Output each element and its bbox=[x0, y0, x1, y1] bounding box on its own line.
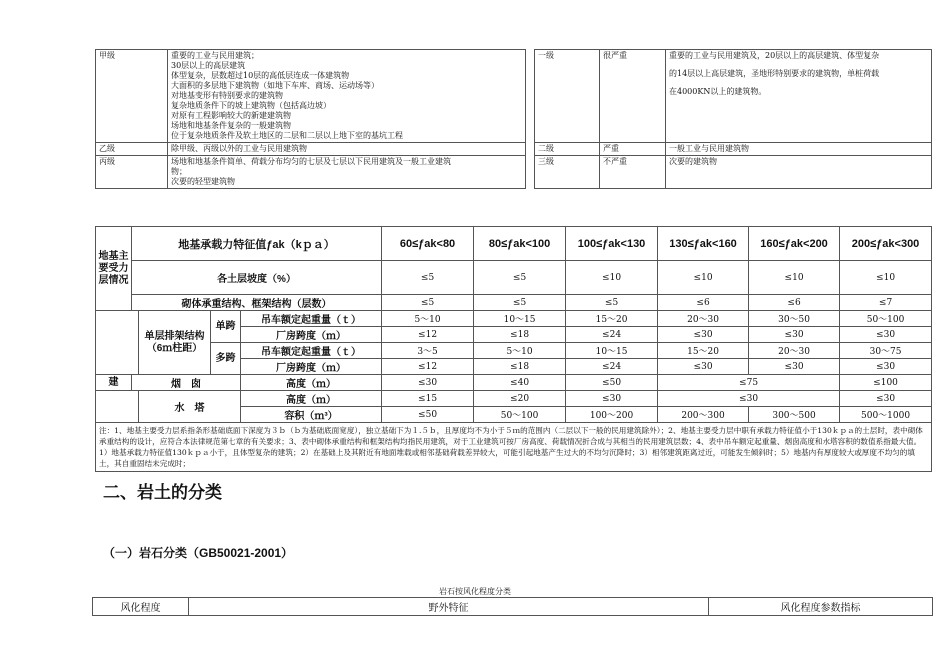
side-label: 地基主要受力层情况 bbox=[96, 227, 132, 311]
blank-cell bbox=[96, 391, 139, 423]
grade-cell: 甲级 bbox=[96, 50, 168, 143]
table-row bbox=[96, 311, 932, 327]
tower-volume-value: 50～100 bbox=[474, 407, 566, 423]
slope-value: ≤5 bbox=[474, 261, 566, 295]
table-row bbox=[96, 261, 932, 295]
chimney-value: ≤75 bbox=[658, 375, 840, 391]
table-row bbox=[96, 50, 932, 143]
double-span-label: 多跨 bbox=[211, 343, 241, 375]
height-label: 高度（ｍ） bbox=[241, 391, 382, 407]
masonry-value: ≤5 bbox=[474, 295, 566, 311]
weathering-table bbox=[92, 597, 933, 616]
masonry-value: ≤5 bbox=[382, 295, 474, 311]
height-label: 高度（ｍ） bbox=[241, 375, 382, 391]
span-width-value: ≤24 bbox=[566, 359, 658, 375]
single-span-label: 单跨 bbox=[211, 311, 241, 343]
masonry-label: 砌体承重结构、框架结构（层数） bbox=[132, 295, 382, 311]
span-width-value: ≤30 bbox=[658, 327, 749, 343]
table-note: 注：1、地基主要受力层系指条形基础底面下深度为３ｂ（ｂ为基础底面宽度），独立基础下为１.５ｂ，且厚度均不为小于５ｍ的范围内（二层以下一般的民用建筑除外）；2、地基主要受力层中职有承载力特征值小于130ｋｐａ的土层时，表中砌体承重结构的设计，应符合本法律规范第七章的有关要求；3、表中砌体承重结构和框架结构均指民用建筑，对于工业建筑可按厂房高度、荷载情况折合成与其相当的民用建筑层数；4、表中吊车额定起重量、烟囱高度和水塔容积的数值系指最大值。1）地基承载力特征值130ｋｐａ小于，且体型复杂的建筑；2）在基础上及其附近有地面堆载或相邻基础荷载差异较大，可能引起地基产生过大的不均匀沉降时；3）相邻建筑距离过近，可能发生倾斜时；5）地基内有厚度较大或厚度不均匀的填土，其自重固结未完成时； bbox=[96, 423, 932, 472]
slope-value: ≤10 bbox=[566, 261, 658, 295]
span-width-value: ≤30 bbox=[840, 359, 932, 375]
grade-description: 场地和地基条件简单、荷载分布均匀的七层及七层以下民用建筑及一般工业建筑 物； 次要的轻型建筑物 bbox=[168, 156, 526, 189]
tower-height-value: ≤20 bbox=[474, 391, 566, 407]
tower-height-value: ≤15 bbox=[382, 391, 474, 407]
crane-label: 吊车额定起重量（ｔ） bbox=[241, 343, 382, 359]
crane-value: 5～10 bbox=[474, 343, 566, 359]
foundation-condition-table bbox=[95, 226, 932, 472]
tower-volume-value: 500～1000 bbox=[840, 407, 932, 423]
span-width-label: 厂房跨度（ｍ） bbox=[241, 359, 382, 375]
slope-value: ≤10 bbox=[658, 261, 749, 295]
severity-cell: 严重 bbox=[600, 143, 666, 156]
sub-heading: （一）岩石分类（GB50021-2001） bbox=[103, 546, 294, 560]
table-row bbox=[96, 375, 932, 391]
masonry-value: ≤5 bbox=[566, 295, 658, 311]
column-gap bbox=[526, 50, 535, 143]
slope-value: ≤10 bbox=[749, 261, 840, 295]
grade-description: 重要的工业与民用建筑； 30层以上的高层建筑 体型复杂，层数超过10层的高低层连成一体建筑物 大面积的多层地下建筑物（如地下车库、商场、运动场等） 对地基变形有特别要求的建筑物 复杂地质条件下的坡上建筑物（包括高边坡） 对原有工程影响较大的新建建筑物 场地和地基条件复杂的一般建筑物 位于复杂地质条件及软土地区的二层和二层以上地下室的基坑工程 bbox=[168, 50, 526, 143]
severity-cell: 不严重 bbox=[600, 156, 666, 189]
grade-cell: 乙级 bbox=[96, 143, 168, 156]
level-description: 重要的工业与民用建筑及，20层以上的高层建筑、体型复杂 的14层以上高层建筑，圣地形特别要求的建筑物，单桩荷载 在4000KN以上的建筑物。 bbox=[666, 50, 932, 143]
table-row bbox=[96, 343, 932, 359]
span-width-value: ≤30 bbox=[658, 359, 749, 375]
bearing-range: 200≤ƒak<300 bbox=[840, 227, 932, 261]
chimney-value: ≤100 bbox=[840, 375, 932, 391]
bearing-range: 160≤ƒak<200 bbox=[749, 227, 840, 261]
slope-value: ≤10 bbox=[840, 261, 932, 295]
bearing-label: 地基承载力特征值ƒak（kｐａ） bbox=[132, 227, 382, 261]
severity-cell: 很严重 bbox=[600, 50, 666, 143]
volume-label: 容积（ｍ³） bbox=[241, 407, 382, 423]
crane-value: 50～100 bbox=[840, 311, 932, 327]
crane-value: 15～20 bbox=[566, 311, 658, 327]
span-width-label: 厂房跨度（ｍ） bbox=[241, 327, 382, 343]
level-description: 次要的建筑物 bbox=[666, 156, 932, 189]
span-width-value: ≤30 bbox=[840, 327, 932, 343]
span-width-value: ≤24 bbox=[566, 327, 658, 343]
chimney-value: ≤50 bbox=[566, 375, 658, 391]
crane-value: 3～5 bbox=[382, 343, 474, 359]
chimney-value: ≤30 bbox=[382, 375, 474, 391]
crane-value: 20～30 bbox=[658, 311, 749, 327]
bearing-range: 100≤ƒak<130 bbox=[566, 227, 658, 261]
masonry-value: ≤6 bbox=[658, 295, 749, 311]
span-width-value: ≤18 bbox=[474, 327, 566, 343]
table-row bbox=[96, 156, 932, 189]
masonry-value: ≤6 bbox=[749, 295, 840, 311]
column-header: 风化程度参数指标 bbox=[709, 598, 933, 616]
building-grade-table bbox=[95, 49, 932, 189]
tower-volume-value: 100～200 bbox=[566, 407, 658, 423]
column-gap bbox=[526, 156, 535, 189]
span-width-value: ≤30 bbox=[749, 327, 840, 343]
chimney-label: 烟 囱 bbox=[132, 375, 241, 391]
crane-label: 吊车额定起重量（ｔ） bbox=[241, 311, 382, 327]
span-width-value: ≤18 bbox=[474, 359, 566, 375]
tower-volume-value: ≤50 bbox=[382, 407, 474, 423]
crane-value: 10～15 bbox=[474, 311, 566, 327]
tower-height-value: ≤30 bbox=[840, 391, 932, 407]
span-width-value: ≤12 bbox=[382, 327, 474, 343]
slope-value: ≤5 bbox=[382, 261, 474, 295]
bearing-range: 80≤ƒak<100 bbox=[474, 227, 566, 261]
grade-cell: 丙级 bbox=[96, 156, 168, 189]
slope-label: 各土层坡度（%） bbox=[132, 261, 382, 295]
span-width-value: ≤12 bbox=[382, 359, 474, 375]
level-description: 一般工业与民用建筑物 bbox=[666, 143, 932, 156]
crane-value: 5～10 bbox=[382, 311, 474, 327]
section-heading: 二、岩土的分类 bbox=[103, 483, 222, 502]
span-width-value: ≤30 bbox=[749, 359, 840, 375]
column-header: 野外特征 bbox=[189, 598, 709, 616]
tower-height-value: ≤30 bbox=[658, 391, 840, 407]
crane-value: 10～15 bbox=[566, 343, 658, 359]
masonry-value: ≤7 bbox=[840, 295, 932, 311]
grade-description: 除甲级、丙级以外的工业与民用建筑物 bbox=[168, 143, 526, 156]
table-row bbox=[96, 295, 932, 311]
table-row bbox=[96, 227, 932, 261]
bent-structure-label: 单层排架结构（6ｍ柱距） bbox=[139, 311, 211, 375]
tower-height-value: ≤30 bbox=[566, 391, 658, 407]
crane-value: 15～20 bbox=[658, 343, 749, 359]
tower-volume-value: 300～500 bbox=[749, 407, 840, 423]
blank-cell bbox=[96, 311, 139, 375]
chimney-value: ≤40 bbox=[474, 375, 566, 391]
safety-level-cell: 三级 bbox=[535, 156, 600, 189]
table-caption: 岩石按风化程度分类 bbox=[439, 587, 511, 596]
crane-value: 30～75 bbox=[840, 343, 932, 359]
bearing-range: 60≤ƒak<80 bbox=[382, 227, 474, 261]
bearing-range: 130≤ƒak<160 bbox=[658, 227, 749, 261]
tower-volume-value: 200～300 bbox=[658, 407, 749, 423]
water-tower-label: 水 塔 bbox=[139, 391, 241, 423]
table-row bbox=[96, 391, 932, 407]
table-row bbox=[96, 143, 932, 156]
safety-level-cell: 二级 bbox=[535, 143, 600, 156]
building-label: 建 bbox=[96, 375, 132, 391]
safety-level-cell: 一级 bbox=[535, 50, 600, 143]
table-header-row bbox=[93, 598, 933, 616]
crane-value: 30～50 bbox=[749, 311, 840, 327]
crane-value: 20～30 bbox=[749, 343, 840, 359]
column-header: 风化程度 bbox=[93, 598, 189, 616]
column-gap bbox=[526, 143, 535, 156]
table-row bbox=[96, 423, 932, 472]
